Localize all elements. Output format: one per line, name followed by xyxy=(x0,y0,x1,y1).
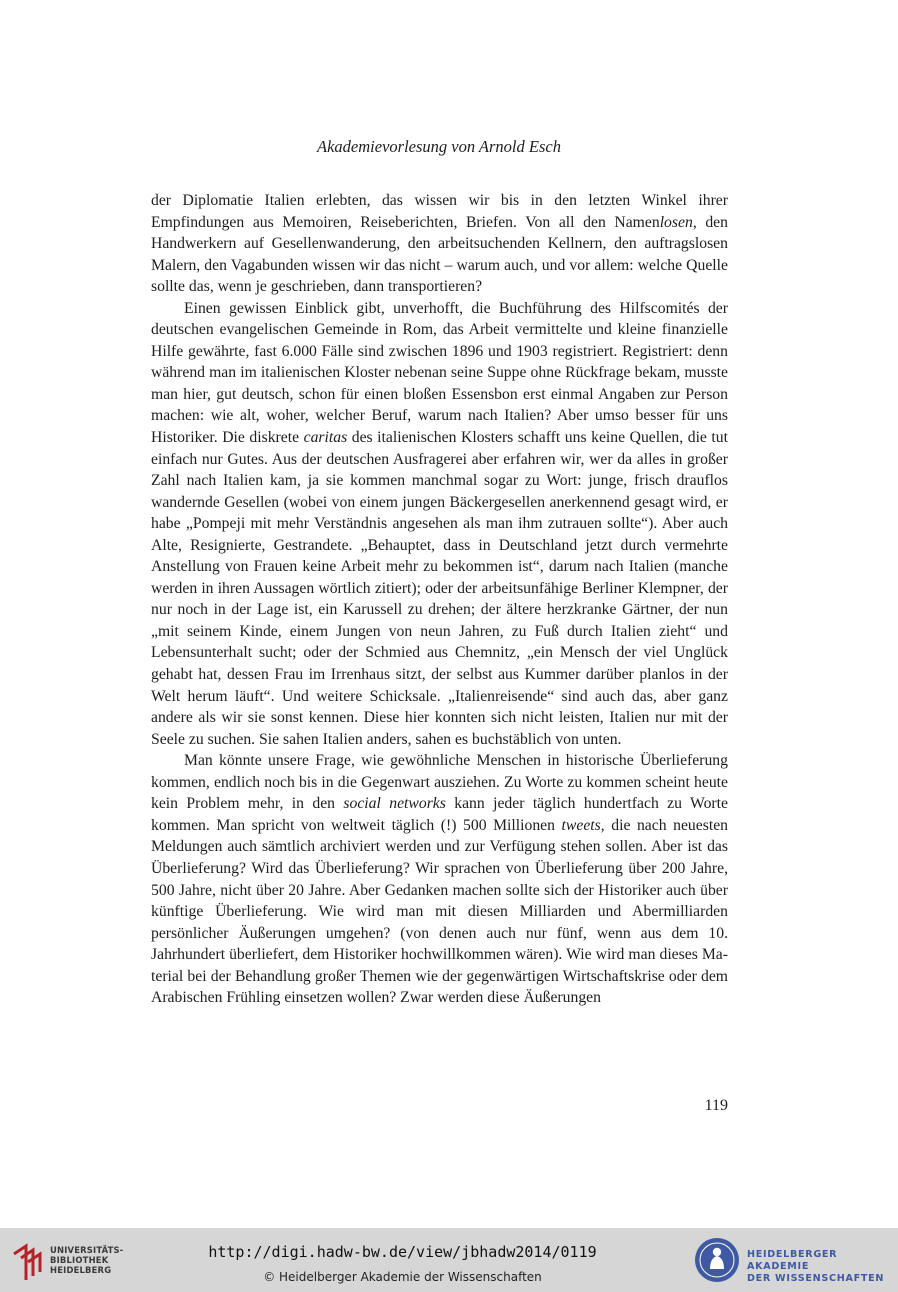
paragraph: der Diplomatie Italien erlebten, das wissen wir bis in den letzten Winkel ihrer Empfindungen aus Memoiren, Reiseberichten, Briefen. Von all den Namenlosen, den Handwerkern auf Gesellenwanderung, den arbeitsuchenden Kellnern, den auftragslosen Malern, den Vagabunden wissen wir das nicht – warum auch, und vor allem: welche Quelle sollte das, wenn je geschrieben, dann transportieren? xyxy=(151,192,728,296)
main-text xyxy=(151,190,728,1009)
library-emblem-icon xyxy=(10,1238,50,1284)
copyright-notice: © Heidelberger Akademie der Wissenschaften xyxy=(263,1270,542,1284)
source-url-link[interactable]: http://digi.hadw-bw.de/view/jbhadw2014/0119 xyxy=(208,1243,597,1261)
footer-bar xyxy=(0,1228,898,1292)
academy-name: HEIDELBERGER AKADEMIE DER WISSENSCHAFTEN xyxy=(747,1249,885,1284)
library-name: UNIVERSITÄTS- BIBLIOTHEK HEIDELBERG xyxy=(50,1245,124,1275)
academy-seal-icon xyxy=(693,1236,741,1284)
academy-logo[interactable] xyxy=(693,1236,893,1284)
university-library-logo[interactable] xyxy=(10,1238,130,1284)
running-title: Akademievorlesung von Arnold Esch xyxy=(317,137,561,156)
paragraph: Einen gewissen Einblick gibt, unverhofft, die Buchführung des Hilfscomités der deutschen evangelischen Gemeinde in Rom, das Arbeit vermittelte und kleine finanzielle Hilfe gewährte, fast 6.000 Fälle sind zwischen 1896 und 1903 registriert. Registriert: denn während man im italienischen Kloster nebenan seine Suppe ohne Rückfrage bekam, musste man hier, gut deutsch, schon für einen bloßen Essensbon erst einmal Angaben zur Person machen: wie alt, woher, welcher Beruf, warum nach Italien? Aber umso besser für uns Historiker. Die diskrete caritas des italienischen Klosters schafft uns keine Quellen, die tut einfach nur Gutes. Aus der deutschen Ausfragerei aber erfahren wir, wer da alles in großer Zahl nach Italien kam, ja sie kommen manchmal sogar zu Wort: junge, frisch drauflos wandernde Gesellen (wobei von einem jungen Bäckergesellen anerkennend gesagt wird, er habe „Pompeji mit mehr Verständnis angesehen als man ihm zutrauen sollte“). Aber auch Alte, Resignierte, Gestrandete. „Behauptet, dass in Deutschland jetzt durch vermehrte Anstellung von Frauen keine Arbeit mehr zu bekommen ist“, darum nach Italien (manche werden in ihren Aussagen wörtlich zitiert); oder der arbeitsunfähige Berliner Klempner, der nur noch in der Lage ist, ein Karussell zu drehen; der ältere herzkranke Gärtner, der nun „mit seinem Kinde, einem Jungen von neun Jahren, zu Fuß durch Italien zieht“ und Lebensunterhalt sucht; oder der Schmied aus Chemnitz, „ein Mensch der viel Unglück gehabt hat, dessen Frau im Irrenhaus sitzt, der selbst aus Kummer darüber planlos in der Welt herum läuft“. Und weitere Schicksale. „Italienreisende“ sind auch das, aber ganz andere als wir sie sonst kennen. Diese hier konnten sich nicht leisten, Italien nur mit der Seele zu suchen. Sie sahen Italien anders, sahen es buchstäblich von unten. xyxy=(151,299,728,748)
paragraph: Man könnte unsere Frage, wie gewöhnliche Menschen in historische Überlieferung kommen, endlich noch bis in die Gegenwart ausziehen. Zu Worte zu kommen scheint heute kein Problem mehr, in den social networks kann jeder täglich hundertfach zu Worte kommen. Man spricht von weltweit täglich (!) 500 Millionen tweets, die nach neuesten Meldungen auch sämtlich archiviert werden und zur Verfügung stehen sollen. Aber ist das Überlieferung? Wird das Überlieferung? Wir sprachen von Überlieferung über 200 Jahre, 500 Jahre, nicht über 20 Jahre. Aber Gedanken machen sollte sich der Historiker auch über künftige Überlieferung. Wie wird man mit diesen Milliarden und Abermilliarden persönlicher Äußerungen umgehen? (von denen auch nur fünf, wenn aus dem 10. Jahrhundert überliefert, dem Historiker hochwillkommen wären). Wie wird man dieses Material bei der Behandlung großer Themen wie der gegenwärtigen Wirtschaftskrise oder dem Arabischen Frühling einsetzen wollen? Zwar werden diese Äußerungen xyxy=(151,752,728,1007)
page-number: 119 xyxy=(704,1097,728,1114)
